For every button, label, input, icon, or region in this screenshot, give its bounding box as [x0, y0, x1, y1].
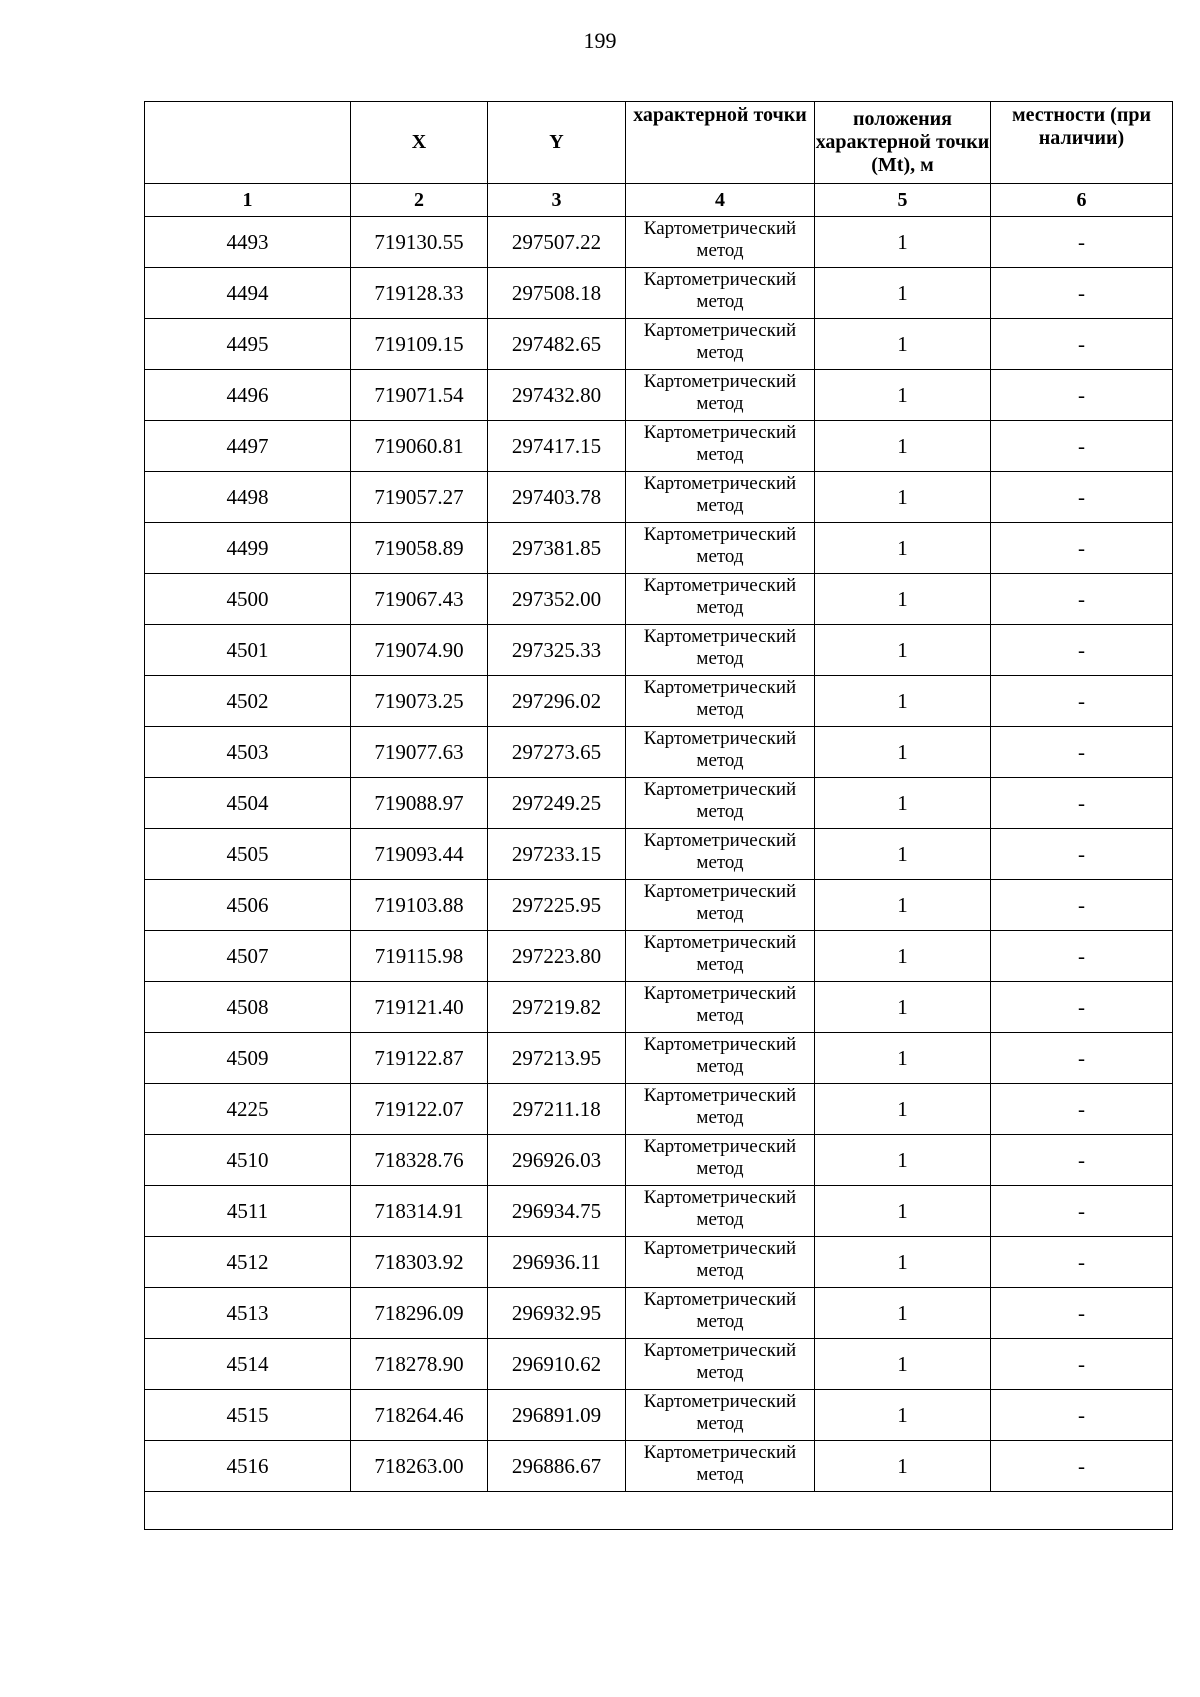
y-coordinate-cell: 297403.78 [488, 472, 626, 523]
y-coordinate-cell: 297211.18 [488, 1084, 626, 1135]
table-row [145, 370, 1173, 421]
table-row [145, 778, 1173, 829]
point-number-cell: 4498 [145, 472, 351, 523]
accuracy-cell: 1 [815, 676, 991, 727]
x-coordinate-cell: 719103.88 [351, 880, 488, 931]
description-cell: - [991, 829, 1173, 880]
y-coordinate-cell: 297417.15 [488, 421, 626, 472]
description-cell: - [991, 1288, 1173, 1339]
table-body [145, 217, 1173, 1492]
accuracy-cell: 1 [815, 1186, 991, 1237]
method-cell [626, 472, 815, 523]
point-number-cell: 4511 [145, 1186, 351, 1237]
description-cell: - [991, 1339, 1173, 1390]
column-number: 5 [815, 184, 991, 217]
x-coordinate-cell: 719122.87 [351, 1033, 488, 1084]
point-number-cell: 4505 [145, 829, 351, 880]
method-line-1: Картометрический [643, 1238, 797, 1259]
method-cell [626, 778, 815, 829]
method-cell [626, 1237, 815, 1288]
accuracy-cell: 1 [815, 1441, 991, 1492]
table-row [145, 1288, 1173, 1339]
y-coordinate-cell: 297482.65 [488, 319, 626, 370]
y-coordinate-cell: 297381.85 [488, 523, 626, 574]
x-coordinate-cell: 719121.40 [351, 982, 488, 1033]
accuracy-cell: 1 [815, 268, 991, 319]
accuracy-cell: 1 [815, 1237, 991, 1288]
table-row [145, 982, 1173, 1033]
description-cell: - [991, 931, 1173, 982]
x-coordinate-cell: 719130.55 [351, 217, 488, 268]
accuracy-cell: 1 [815, 625, 991, 676]
method-cell [626, 268, 815, 319]
x-coordinate-cell: 718314.91 [351, 1186, 488, 1237]
method-line-1: Картометрический [643, 1187, 797, 1208]
y-coordinate-cell: 297223.80 [488, 931, 626, 982]
method-line-1: Картометрический [643, 218, 797, 239]
method-line-1: Картометрический [643, 983, 797, 1004]
method-line-2: метод [696, 1209, 744, 1230]
accuracy-cell: 1 [815, 778, 991, 829]
point-number-cell: 4512 [145, 1237, 351, 1288]
y-coordinate-cell: 297273.65 [488, 727, 626, 778]
method-line-1: Картометрический [643, 932, 797, 953]
method-line-1: Картометрический [643, 1085, 797, 1106]
method-line-1: Картометрический [643, 1442, 797, 1463]
table-row [145, 268, 1173, 319]
method-line-1: Картометрический [643, 1136, 797, 1157]
x-coordinate-cell: 719128.33 [351, 268, 488, 319]
accuracy-cell: 1 [815, 1288, 991, 1339]
method-line-1: Картометрический [643, 1340, 797, 1361]
method-cell [626, 1033, 815, 1084]
method-line-2: метод [696, 291, 744, 312]
method-line-2: метод [696, 648, 744, 669]
accuracy-cell: 1 [815, 880, 991, 931]
table-row [145, 829, 1173, 880]
method-line-1: Картометрический [643, 626, 797, 647]
table-row [145, 523, 1173, 574]
empty-cell [145, 1492, 1173, 1530]
accuracy-cell: 1 [815, 574, 991, 625]
description-cell: - [991, 778, 1173, 829]
y-coordinate-cell: 297325.33 [488, 625, 626, 676]
method-line-1: Картометрический [643, 269, 797, 290]
accuracy-cell: 1 [815, 727, 991, 778]
accuracy-cell: 1 [815, 421, 991, 472]
x-coordinate-cell: 719074.90 [351, 625, 488, 676]
method-line-1: Картометрический [643, 524, 797, 545]
method-line-2: метод [696, 1005, 744, 1026]
method-cell [626, 421, 815, 472]
description-cell: - [991, 982, 1173, 1033]
table-row [145, 676, 1173, 727]
point-number-cell: 4510 [145, 1135, 351, 1186]
y-coordinate-cell: 297507.22 [488, 217, 626, 268]
description-cell: - [991, 1135, 1173, 1186]
header-method: характерной точки [626, 102, 815, 184]
description-cell: - [991, 1390, 1173, 1441]
method-line-2: метод [696, 699, 744, 720]
description-cell: - [991, 523, 1173, 574]
y-coordinate-cell: 297249.25 [488, 778, 626, 829]
description-cell: - [991, 574, 1173, 625]
header-x: X [351, 102, 488, 184]
method-line-2: метод [696, 240, 744, 261]
method-line-2: метод [696, 393, 744, 414]
accuracy-cell: 1 [815, 370, 991, 421]
method-line-2: метод [696, 444, 744, 465]
description-cell: - [991, 268, 1173, 319]
method-line-2: метод [696, 954, 744, 975]
accuracy-cell: 1 [815, 931, 991, 982]
method-cell [626, 574, 815, 625]
table-row [145, 931, 1173, 982]
x-coordinate-cell: 718278.90 [351, 1339, 488, 1390]
point-number-cell: 4501 [145, 625, 351, 676]
y-coordinate-cell: 296910.62 [488, 1339, 626, 1390]
column-number: 4 [626, 184, 815, 217]
method-line-1: Картометрический [643, 422, 797, 443]
description-cell: - [991, 880, 1173, 931]
point-number-cell: 4507 [145, 931, 351, 982]
point-number-cell: 4493 [145, 217, 351, 268]
column-number-row [145, 184, 1173, 217]
method-line-1: Картометрический [643, 881, 797, 902]
accuracy-cell: 1 [815, 472, 991, 523]
method-cell [626, 217, 815, 268]
description-cell: - [991, 1441, 1173, 1492]
x-coordinate-cell: 719058.89 [351, 523, 488, 574]
page-number: 199 [583, 28, 617, 53]
description-cell: - [991, 676, 1173, 727]
method-line-2: метод [696, 801, 744, 822]
point-number-cell: 4496 [145, 370, 351, 421]
x-coordinate-cell: 719122.07 [351, 1084, 488, 1135]
method-cell [626, 625, 815, 676]
table-row [145, 319, 1173, 370]
column-number: 6 [991, 184, 1173, 217]
accuracy-cell: 1 [815, 1084, 991, 1135]
method-line-1: Картометрический [643, 1034, 797, 1055]
y-coordinate-cell: 296932.95 [488, 1288, 626, 1339]
x-coordinate-cell: 719060.81 [351, 421, 488, 472]
point-number-cell: 4514 [145, 1339, 351, 1390]
point-number-cell: 4516 [145, 1441, 351, 1492]
table-row [145, 1033, 1173, 1084]
x-coordinate-cell: 719109.15 [351, 319, 488, 370]
method-cell [626, 1288, 815, 1339]
method-line-1: Картометрический [643, 320, 797, 341]
x-coordinate-cell: 719077.63 [351, 727, 488, 778]
table-row [145, 1441, 1173, 1492]
description-cell: - [991, 625, 1173, 676]
method-cell [626, 1084, 815, 1135]
point-number-cell: 4508 [145, 982, 351, 1033]
table-row [145, 472, 1173, 523]
accuracy-cell: 1 [815, 1339, 991, 1390]
header-y: Y [488, 102, 626, 184]
header-point-number [145, 102, 351, 184]
method-line-2: метод [696, 1413, 744, 1434]
table-row [145, 880, 1173, 931]
table-row [145, 727, 1173, 778]
description-cell: - [991, 1084, 1173, 1135]
method-line-2: метод [696, 903, 744, 924]
method-line-1: Картометрический [643, 677, 797, 698]
x-coordinate-cell: 719088.97 [351, 778, 488, 829]
point-number-cell: 4500 [145, 574, 351, 625]
method-line-2: метод [696, 1260, 744, 1281]
table-row [145, 625, 1173, 676]
x-coordinate-cell: 718328.76 [351, 1135, 488, 1186]
table-row [145, 1135, 1173, 1186]
method-line-1: Картометрический [643, 728, 797, 749]
point-number-cell: 4225 [145, 1084, 351, 1135]
accuracy-cell: 1 [815, 1135, 991, 1186]
method-line-1: Картометрический [643, 575, 797, 596]
method-cell [626, 727, 815, 778]
method-cell [626, 931, 815, 982]
method-line-1: Картометрический [643, 473, 797, 494]
table-row [145, 421, 1173, 472]
method-cell [626, 676, 815, 727]
accuracy-cell: 1 [815, 829, 991, 880]
y-coordinate-cell: 296936.11 [488, 1237, 626, 1288]
method-line-1: Картометрический [643, 830, 797, 851]
y-coordinate-cell: 296934.75 [488, 1186, 626, 1237]
header-description: местности (при наличии) [991, 102, 1173, 184]
method-line-1: Картометрический [643, 1289, 797, 1310]
table-trailing-row [145, 1492, 1173, 1530]
y-coordinate-cell: 297213.95 [488, 1033, 626, 1084]
table-row [145, 574, 1173, 625]
table-header-row [145, 102, 1173, 184]
y-coordinate-cell: 297296.02 [488, 676, 626, 727]
x-coordinate-cell: 719093.44 [351, 829, 488, 880]
point-number-cell: 4497 [145, 421, 351, 472]
method-line-2: метод [696, 852, 744, 873]
table-row [145, 1084, 1173, 1135]
table-row [145, 1186, 1173, 1237]
description-cell: - [991, 1237, 1173, 1288]
header-accuracy: положения характерной точки (Mt), м [815, 102, 991, 184]
x-coordinate-cell: 718264.46 [351, 1390, 488, 1441]
y-coordinate-cell: 296926.03 [488, 1135, 626, 1186]
x-coordinate-cell: 718296.09 [351, 1288, 488, 1339]
x-coordinate-cell: 719073.25 [351, 676, 488, 727]
accuracy-cell: 1 [815, 1033, 991, 1084]
description-cell: - [991, 217, 1173, 268]
x-coordinate-cell: 719057.27 [351, 472, 488, 523]
column-number: 2 [351, 184, 488, 217]
x-coordinate-cell: 718303.92 [351, 1237, 488, 1288]
accuracy-cell: 1 [815, 982, 991, 1033]
y-coordinate-cell: 297352.00 [488, 574, 626, 625]
method-line-2: метод [696, 750, 744, 771]
accuracy-cell: 1 [815, 319, 991, 370]
method-line-2: метод [696, 1311, 744, 1332]
description-cell: - [991, 472, 1173, 523]
method-cell [626, 370, 815, 421]
description-cell: - [991, 1033, 1173, 1084]
table-row [145, 1390, 1173, 1441]
method-line-1: Картометрический [643, 371, 797, 392]
method-cell [626, 1186, 815, 1237]
y-coordinate-cell: 296891.09 [488, 1390, 626, 1441]
point-number-cell: 4495 [145, 319, 351, 370]
point-number-cell: 4515 [145, 1390, 351, 1441]
y-coordinate-cell: 296886.67 [488, 1441, 626, 1492]
method-line-2: метод [696, 495, 744, 516]
table-row [145, 1339, 1173, 1390]
method-line-1: Картометрический [643, 1391, 797, 1412]
point-number-cell: 4509 [145, 1033, 351, 1084]
table-row [145, 1237, 1173, 1288]
point-number-cell: 4502 [145, 676, 351, 727]
accuracy-cell: 1 [815, 217, 991, 268]
method-cell [626, 1441, 815, 1492]
accuracy-cell: 1 [815, 1390, 991, 1441]
x-coordinate-cell: 719071.54 [351, 370, 488, 421]
y-coordinate-cell: 297432.80 [488, 370, 626, 421]
y-coordinate-cell: 297219.82 [488, 982, 626, 1033]
column-number: 3 [488, 184, 626, 217]
method-cell [626, 1135, 815, 1186]
method-line-2: метод [696, 597, 744, 618]
point-number-cell: 4513 [145, 1288, 351, 1339]
method-cell [626, 1339, 815, 1390]
method-line-2: метод [696, 1056, 744, 1077]
y-coordinate-cell: 297508.18 [488, 268, 626, 319]
method-cell [626, 880, 815, 931]
point-number-cell: 4503 [145, 727, 351, 778]
method-line-2: метод [696, 546, 744, 567]
method-cell [626, 829, 815, 880]
column-number: 1 [145, 184, 351, 217]
point-number-cell: 4494 [145, 268, 351, 319]
description-cell: - [991, 319, 1173, 370]
method-line-2: метод [696, 1464, 744, 1485]
description-cell: - [991, 421, 1173, 472]
description-cell: - [991, 727, 1173, 778]
method-line-2: метод [696, 1107, 744, 1128]
method-line-1: Картометрический [643, 779, 797, 800]
x-coordinate-cell: 719115.98 [351, 931, 488, 982]
method-line-2: метод [696, 1158, 744, 1179]
method-cell [626, 982, 815, 1033]
y-coordinate-cell: 297233.15 [488, 829, 626, 880]
accuracy-cell: 1 [815, 523, 991, 574]
table-row [145, 217, 1173, 268]
method-line-2: метод [696, 342, 744, 363]
description-cell: - [991, 370, 1173, 421]
method-cell [626, 523, 815, 574]
description-cell: - [991, 1186, 1173, 1237]
method-cell [626, 1390, 815, 1441]
x-coordinate-cell: 718263.00 [351, 1441, 488, 1492]
point-number-cell: 4506 [145, 880, 351, 931]
method-cell [626, 319, 815, 370]
coordinates-table [144, 101, 1173, 1530]
method-line-2: метод [696, 1362, 744, 1383]
point-number-cell: 4499 [145, 523, 351, 574]
x-coordinate-cell: 719067.43 [351, 574, 488, 625]
point-number-cell: 4504 [145, 778, 351, 829]
y-coordinate-cell: 297225.95 [488, 880, 626, 931]
